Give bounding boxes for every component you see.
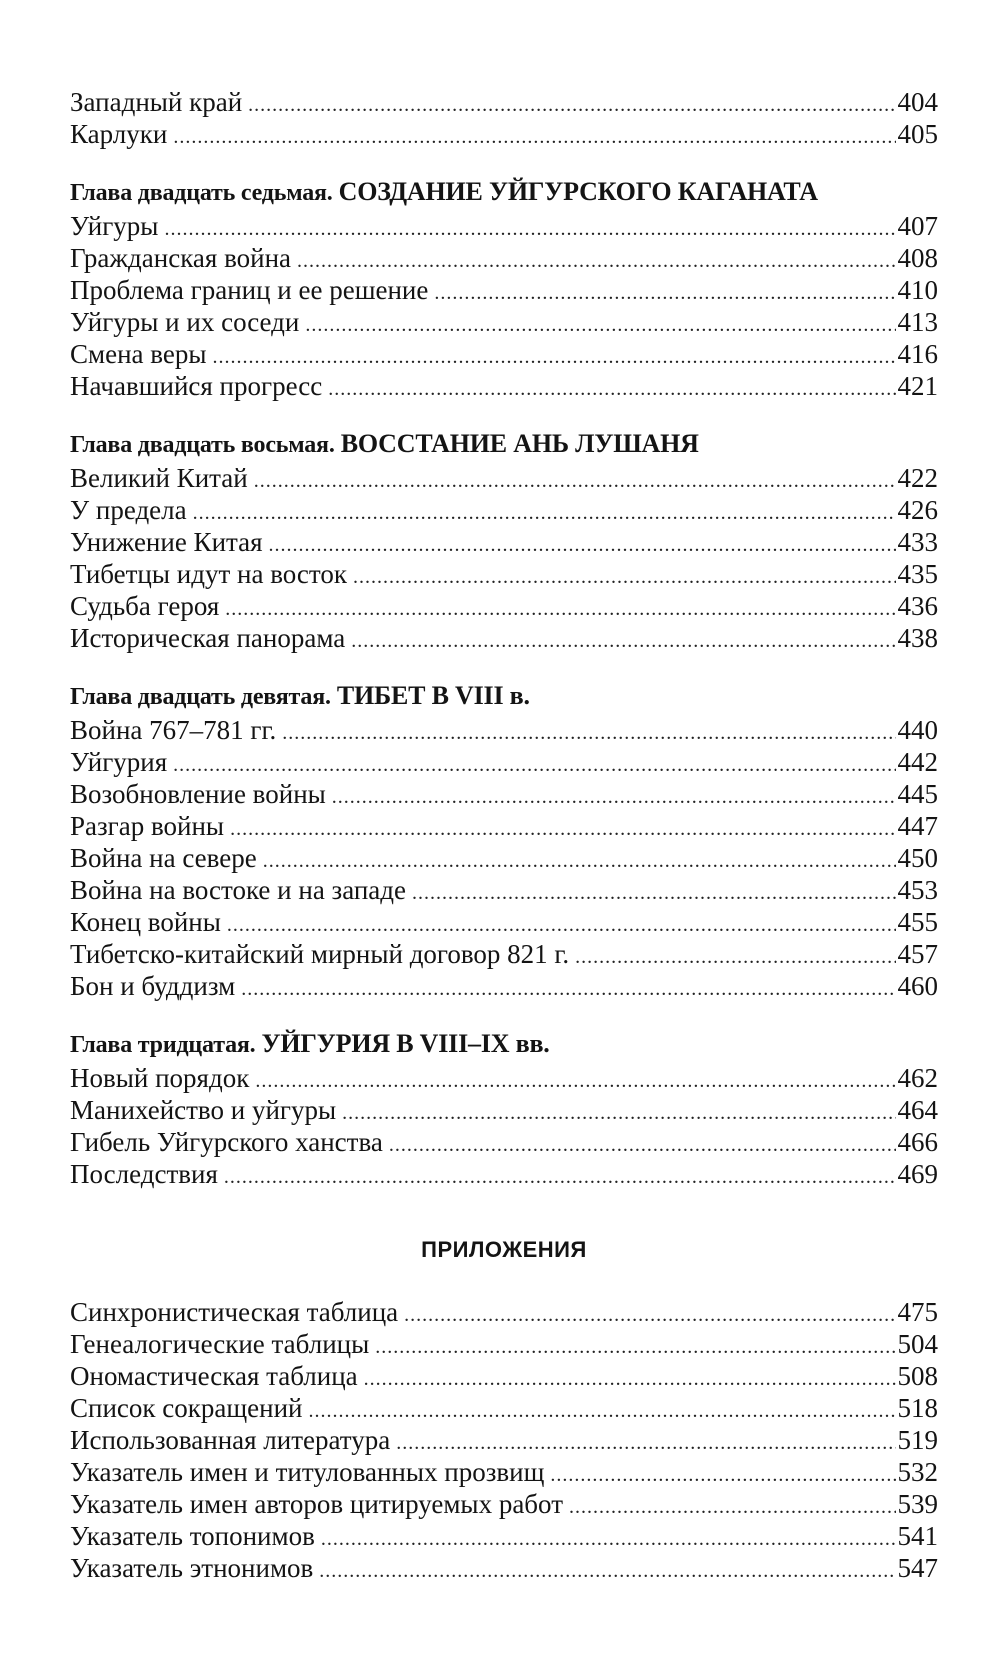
entry-title: Гражданская война: [70, 243, 292, 273]
entry-page: 433: [897, 527, 938, 557]
entry-title: Возобновление войны: [70, 779, 326, 809]
toc-entry[interactable]: [70, 1094, 938, 1126]
toc-entry[interactable]: [70, 1552, 938, 1584]
dot-leader: [389, 1129, 896, 1161]
entry-page: 447: [897, 811, 938, 841]
dot-leader: [225, 593, 895, 625]
entry-page: 445: [897, 779, 938, 809]
chapter-block: [70, 426, 938, 654]
dot-leader: [164, 213, 895, 245]
entry-title: Историческая панорама: [70, 623, 346, 653]
entry-title: Судьба героя: [70, 591, 220, 621]
toc-entry[interactable]: [70, 1520, 938, 1552]
entry-title: Последствия: [70, 1159, 218, 1189]
dot-leader: [305, 309, 895, 341]
dot-leader: [550, 1459, 895, 1491]
entry-title: Уйгурия: [70, 747, 168, 777]
entry-title: Уйгуры: [70, 211, 159, 241]
toc-entry[interactable]: [70, 1392, 938, 1424]
entry-title: Указатель топонимов: [70, 1521, 315, 1551]
dot-leader: [297, 245, 895, 277]
dot-leader: [173, 749, 895, 781]
dot-leader: [254, 465, 896, 497]
toc-entry[interactable]: [70, 1158, 938, 1190]
toc-entry[interactable]: [70, 494, 938, 526]
toc-entry[interactable]: [70, 906, 938, 938]
appendix-title[interactable]: ПРИЛОЖЕНИЯ: [421, 1237, 587, 1262]
dot-leader: [227, 909, 896, 941]
entry-title: Война на севере: [70, 843, 257, 873]
entry-page: 421: [897, 371, 938, 401]
chapter-heading[interactable]: [70, 1026, 938, 1062]
entry-title: Ономастическая таблица: [70, 1361, 358, 1391]
toc-entry[interactable]: [70, 274, 938, 306]
entry-title: Генеалогические таблицы: [70, 1329, 370, 1359]
toc-entry[interactable]: [70, 1062, 938, 1094]
toc-entry[interactable]: [70, 1126, 938, 1158]
entry-page: 508: [897, 1361, 938, 1391]
dot-leader: [241, 973, 895, 1005]
table-of-contents: [70, 86, 938, 1584]
entry-page: 440: [897, 715, 938, 745]
dot-leader: [308, 1395, 895, 1427]
toc-entry[interactable]: [70, 1424, 938, 1456]
dot-leader: [173, 121, 895, 153]
entry-page: 436: [897, 591, 938, 621]
entry-page: 410: [897, 275, 938, 305]
entry-title: Манихейство и уйгуры: [70, 1095, 337, 1125]
appendix-block: [70, 1234, 938, 1584]
entry-title: Проблема границ и ее решение: [70, 275, 429, 305]
toc-entry[interactable]: [70, 338, 938, 370]
entry-page: 416: [897, 339, 938, 369]
chapter-heading[interactable]: [70, 174, 938, 210]
entry-title: Бон и буддизм: [70, 971, 236, 1001]
toc-entry[interactable]: [70, 874, 938, 906]
entry-page: 457: [897, 939, 938, 969]
entry-title: Указатель имен и титулованных прозвищ: [70, 1457, 545, 1487]
entry-page: 532: [897, 1457, 938, 1487]
entry-title: Карлуки: [70, 119, 168, 149]
toc-entry[interactable]: [70, 86, 938, 118]
toc-entry[interactable]: [70, 810, 938, 842]
toc-entry[interactable]: [70, 370, 938, 402]
entry-title: Великий Китай: [70, 463, 248, 493]
entry-page: 426: [897, 495, 938, 525]
entry-page: 519: [897, 1425, 938, 1455]
entry-title: Война 767–781 гг.: [70, 715, 277, 745]
entry-page: 518: [897, 1393, 938, 1423]
dot-leader: [224, 1161, 896, 1193]
dot-leader: [255, 1065, 895, 1097]
chapter-number: Глава двадцать восьмая.: [70, 432, 335, 458]
dot-leader: [404, 1299, 895, 1331]
toc-entry[interactable]: [70, 622, 938, 654]
entry-title: Гибель Уйгурского ханства: [70, 1127, 383, 1157]
entry-page: 547: [897, 1553, 938, 1583]
entry-page: 408: [897, 243, 938, 273]
dot-leader: [282, 717, 895, 749]
dot-leader: [569, 1491, 896, 1523]
chapter-name: СОЗДАНИЕ УЙГУРСКОГО КАГАНАТА: [338, 177, 818, 206]
toc-entry[interactable]: [70, 526, 938, 558]
dot-leader: [269, 529, 896, 561]
chapter-name: УЙГУРИЯ В VIII–IX вв.: [261, 1029, 550, 1058]
dot-leader: [263, 845, 896, 877]
toc-entry[interactable]: [70, 462, 938, 494]
entry-page: 466: [897, 1127, 938, 1157]
toc-entry[interactable]: [70, 210, 938, 242]
toc-entry[interactable]: [70, 970, 938, 1002]
toc-entry[interactable]: [70, 1456, 938, 1488]
toc-entry[interactable]: [70, 1488, 938, 1520]
entry-page: 442: [897, 747, 938, 777]
entry-page: 464: [897, 1095, 938, 1125]
entry-title: Указатель имен авторов цитируемых работ: [70, 1489, 563, 1519]
entry-page: 475: [897, 1297, 938, 1327]
dot-leader: [375, 1331, 895, 1363]
chapter-block: [70, 678, 938, 1002]
toc-entry[interactable]: [70, 746, 938, 778]
entry-page: 541: [897, 1521, 938, 1551]
entry-title: Западный край: [70, 87, 243, 117]
entry-page: 460: [897, 971, 938, 1001]
entry-title: Начавшийся прогресс: [70, 371, 323, 401]
entry-page: 450: [897, 843, 938, 873]
chapter-heading[interactable]: [70, 426, 938, 462]
entry-title: Унижение Китая: [70, 527, 263, 557]
toc-entry[interactable]: [70, 1296, 938, 1328]
chapter-block: [70, 1026, 938, 1190]
dot-leader: [342, 1097, 895, 1129]
entry-page: 413: [897, 307, 938, 337]
chapter-heading[interactable]: [70, 678, 938, 714]
toc-entry[interactable]: [70, 842, 938, 874]
entry-title: Новый порядок: [70, 1063, 250, 1093]
entry-page: 435: [897, 559, 938, 589]
entry-page: 455: [897, 907, 938, 937]
entry-page: 438: [897, 623, 938, 653]
entry-title: Список сокращений: [70, 1393, 303, 1423]
entry-title: Использованная литература: [70, 1425, 391, 1455]
chapter-name: ВОССТАНИЕ АНЬ ЛУШАНЯ: [340, 429, 699, 458]
dot-leader: [193, 497, 896, 529]
dot-leader: [319, 1555, 895, 1587]
dot-leader: [351, 625, 895, 657]
entry-title: Синхронистическая таблица: [70, 1297, 399, 1327]
dot-leader: [434, 277, 895, 309]
entry-title: Указатель этнонимов: [70, 1553, 314, 1583]
intro-entries: [70, 86, 938, 150]
entry-page: 405: [897, 119, 938, 149]
entry-title: Тибетско-китайский мирный договор 821 г.: [70, 939, 570, 969]
chapter-name: ТИБЕТ В VIII в.: [336, 681, 530, 710]
toc-entry[interactable]: [70, 590, 938, 622]
chapter-block: [70, 174, 938, 402]
entry-page: 469: [897, 1159, 938, 1189]
entry-title: У предела: [70, 495, 187, 525]
entry-title: Конец войны: [70, 907, 221, 937]
dot-leader: [353, 561, 896, 593]
entry-page: 504: [897, 1329, 938, 1359]
toc-entry[interactable]: [70, 306, 938, 338]
entry-title: Разгар войны: [70, 811, 225, 841]
dot-leader: [396, 1427, 895, 1459]
toc-entry[interactable]: [70, 778, 938, 810]
toc-entry[interactable]: [70, 1360, 938, 1392]
entry-page: 453: [897, 875, 938, 905]
entry-page: 407: [897, 211, 938, 241]
dot-leader: [321, 1523, 896, 1555]
entry-title: Тибетцы идут на восток: [70, 559, 347, 589]
entry-title: Уйгуры и их соседи: [70, 307, 300, 337]
dot-leader: [212, 341, 895, 373]
toc-entry[interactable]: [70, 242, 938, 274]
toc-entry[interactable]: [70, 714, 938, 746]
entry-page: 422: [897, 463, 938, 493]
entry-page: 539: [897, 1489, 938, 1519]
dot-leader: [412, 877, 896, 909]
chapter-number: Глава двадцать девятая.: [70, 684, 331, 710]
dot-leader: [248, 89, 895, 121]
entry-page: 404: [897, 87, 938, 117]
chapter-number: Глава двадцать седьмая.: [70, 180, 333, 206]
entry-title: Война на востоке и на западе: [70, 875, 406, 905]
entry-title: Смена веры: [70, 339, 207, 369]
toc-entry[interactable]: [70, 558, 938, 590]
toc-entry[interactable]: [70, 938, 938, 970]
dot-leader: [575, 941, 895, 973]
toc-entry[interactable]: [70, 118, 938, 150]
dot-leader: [364, 1363, 896, 1395]
entry-page: 462: [897, 1063, 938, 1093]
toc-entry[interactable]: [70, 1328, 938, 1360]
dot-leader: [230, 813, 895, 845]
dot-leader: [332, 781, 896, 813]
chapter-number: Глава тридцатая.: [70, 1032, 256, 1058]
dot-leader: [328, 373, 895, 405]
